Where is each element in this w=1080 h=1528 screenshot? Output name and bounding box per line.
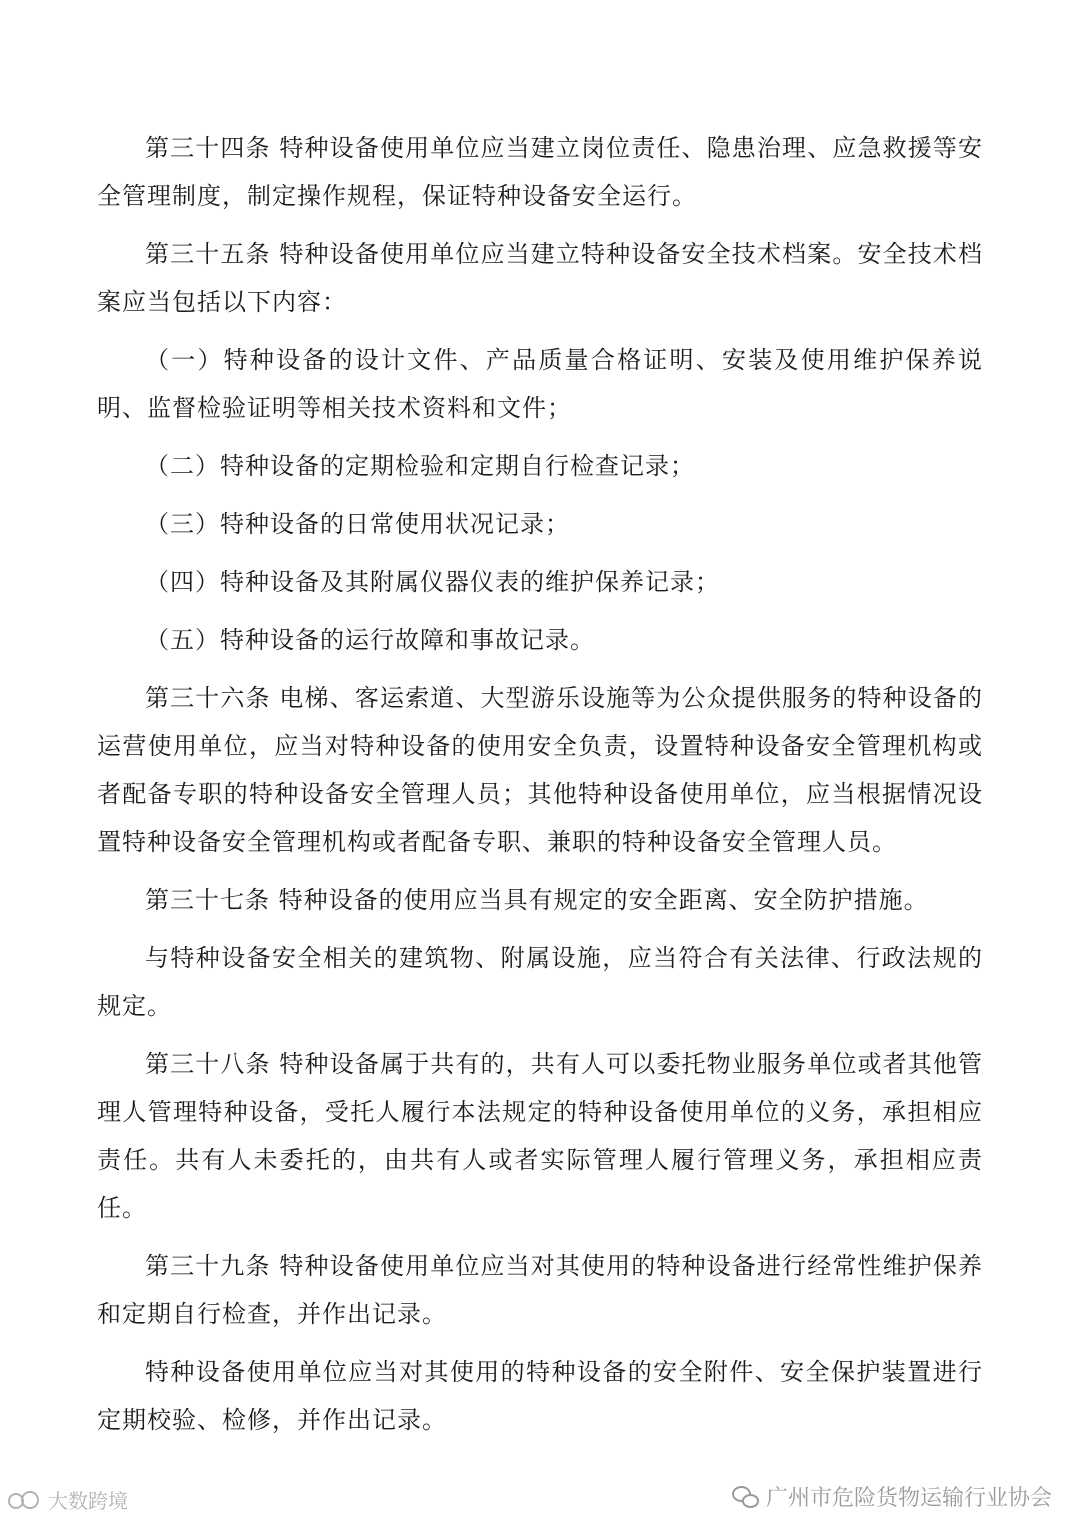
- article-35-item-5: （五）特种设备的运行故障和事故记录。: [145, 626, 595, 654]
- watermark: [8, 1485, 128, 1514]
- article-34: 第三十四条 特种设备使用单位应当建立岗位责任、隐患治理、应急救援等安全管理制度，制定操作规程，保证特种设备安全运行。: [97, 134, 983, 210]
- footer: [0, 1468, 1080, 1528]
- article-36: 第三十六条 电梯、客运索道、大型游乐设施等为公众提供服务的特种设备的运营使用单位，应当对特种设备的使用安全负责，设置特种设备安全管理机构或者配备专职的特种设备安全管理人员；其他特种设备使用单位，应当根据情况设置特种设备安全管理机构或者配备专职、兼职的特种设备安全管理人员。: [97, 684, 983, 856]
- article-35: 第三十五条 特种设备使用单位应当建立特种设备安全技术档案。安全技术档案应当包括以下内容：: [97, 240, 983, 316]
- document-body: [97, 124, 983, 1454]
- article-39: 第三十九条 特种设备使用单位应当对其使用的特种设备进行经常性维护保养和定期自行检查，并作出记录。: [97, 1252, 983, 1328]
- wechat-account-tag: [732, 1481, 1052, 1512]
- watermark-text: 大数跨境: [48, 1489, 128, 1513]
- article-37: 第三十七条 特种设备的使用应当具有规定的安全距离、安全防护措施。: [145, 886, 929, 914]
- wechat-icon: [732, 1486, 758, 1508]
- article-35-item-3: （三）特种设备的日常使用状况记录；: [145, 510, 570, 538]
- article-35-item-2: （二）特种设备的定期检验和定期自行检查记录；: [145, 452, 695, 480]
- article-39-clause-2: 特种设备使用单位应当对其使用的特种设备的安全附件、安全保护装置进行定期校验、检修，并作出记录。: [97, 1358, 983, 1434]
- article-38: 第三十八条 特种设备属于共有的，共有人可以委托物业服务单位或者其他管理人管理特种设备，受托人履行本法规定的特种设备使用单位的义务，承担相应责任。共有人未委托的，由共有人或者实际管理人履行管理义务，承担相应责任。: [97, 1050, 983, 1222]
- article-35-item-1: （一）特种设备的设计文件、产品质量合格证明、安装及使用维护保养说明、监督检验证明等相关技术资料和文件；: [97, 346, 983, 422]
- wechat-account-name: 广州市危险货物运输行业协会: [765, 1486, 1052, 1511]
- article-37-clause-2: 与特种设备安全相关的建筑物、附属设施，应当符合有关法律、行政法规的规定。: [97, 944, 983, 1020]
- article-35-item-4: （四）特种设备及其附属仪器仪表的维护保养记录；: [145, 568, 720, 596]
- watermark-logo-icon: [8, 1489, 42, 1511]
